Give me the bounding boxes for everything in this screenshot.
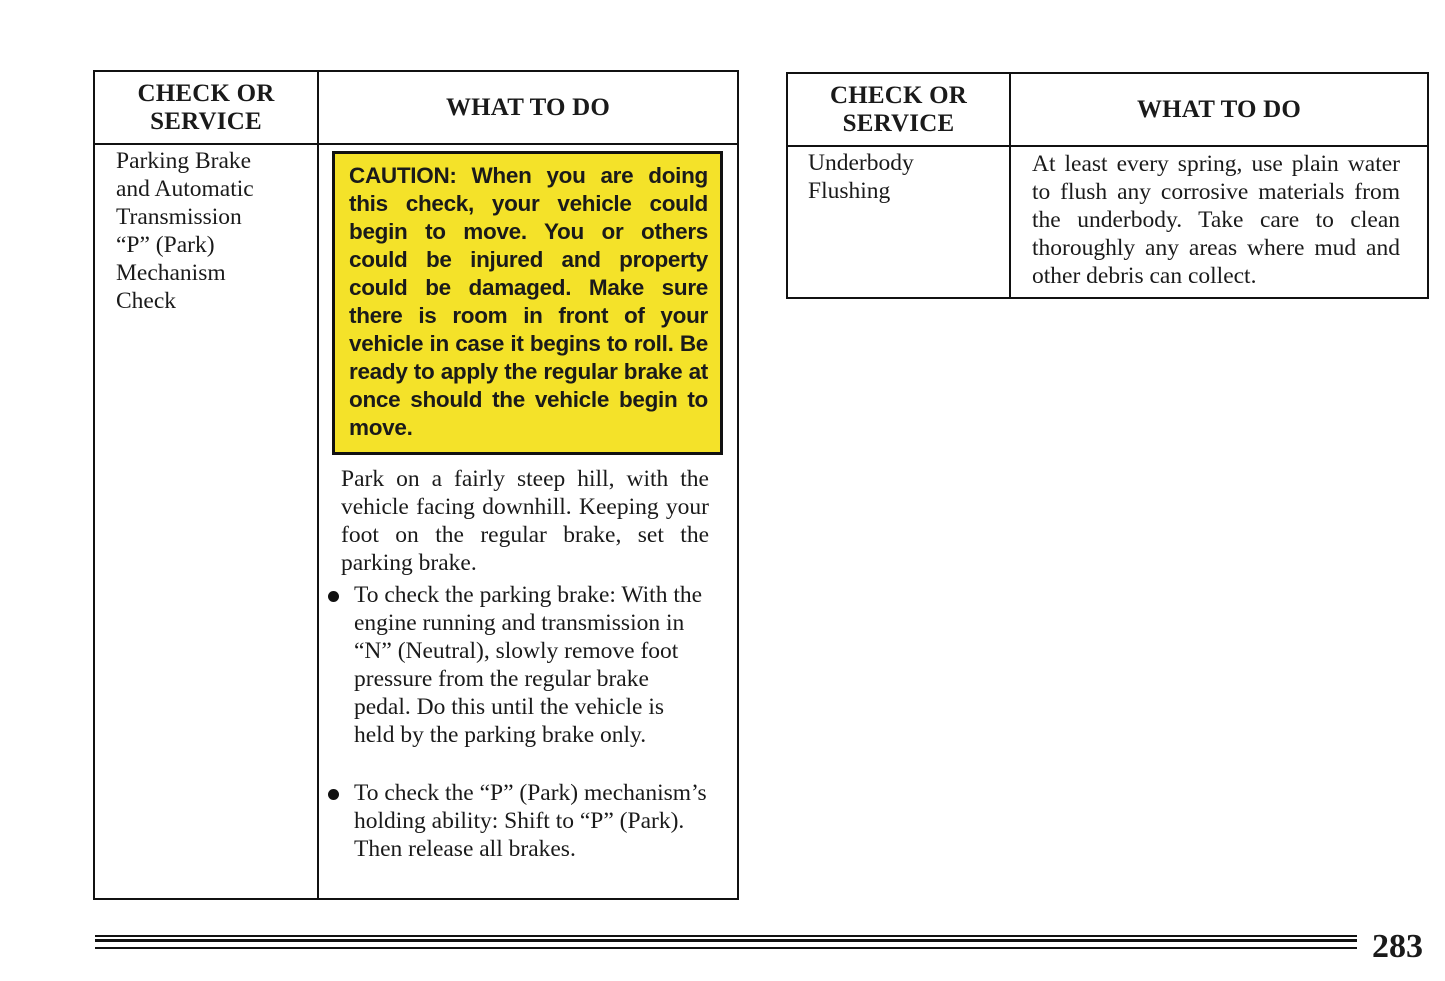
footer-rule-thin-upper <box>95 935 1357 937</box>
caution-box: CAUTION: When you are doing this check, your vehicle could begin to move. You or others could be injured and property could be damaged. Make sure there is room in front of your vehicle in case it begins to roll. Be ready to apply the regular brake at once should the vehicle begin to move. <box>332 151 723 455</box>
parking-brake-intro-paragraph: Park on a fairly steep hill, with the vehicle facing downhill. Keeping your foot on the regular brake, set the parking brake. <box>341 466 709 576</box>
left-service-name: Parking Brake and Automatic Transmission “P” (Park) Mechanism Check <box>116 148 254 314</box>
right-maintenance-table <box>786 72 1429 299</box>
right-service-name: Underbody Flushing <box>808 150 914 204</box>
left-header-what-to-do <box>319 72 737 143</box>
page-number: 283 <box>1372 928 1423 965</box>
left-table-column-divider <box>317 72 319 898</box>
underbody-flushing-description: At least every spring, use plain water to flush any corrosive materials from the underbody. Take care to clean thoroughly any areas where mud and other debris can collect. <box>1032 151 1400 289</box>
bullet-text: To check the parking brake: With the engine running and transmission in “N” (Neutral), slowly remove foot pressure from the regular brake pedal. Do this until the vehicle is held by the parking brake only. <box>354 582 703 748</box>
bullet-icon <box>328 789 339 800</box>
right-table-header-row <box>788 74 1427 147</box>
footer-rule-thick <box>95 939 1357 942</box>
list-item <box>328 779 710 891</box>
right-header-what-to-do-text: WHAT TO DO <box>1136 95 1302 123</box>
left-header-check-or-service <box>95 72 317 143</box>
left-header-what-to-do-text: WHAT TO DO <box>445 93 611 121</box>
right-header-check-or-service <box>788 74 1009 145</box>
bullet-icon <box>328 591 339 602</box>
right-table-column-divider <box>1009 74 1011 297</box>
left-header-check-or-service-text: CHECK OR SERVICE <box>137 79 275 135</box>
footer-rule-thin-lower <box>95 947 1357 949</box>
left-maintenance-table <box>93 70 739 900</box>
left-table-header-row <box>95 72 737 145</box>
right-header-what-to-do <box>1011 74 1427 145</box>
right-header-check-or-service-text: CHECK OR SERVICE <box>829 81 968 137</box>
bullet-text: To check the “P” (Park) mechanism’s holding ability: Shift to “P” (Park). Then release all brakes. <box>354 780 707 862</box>
list-item <box>328 581 710 777</box>
